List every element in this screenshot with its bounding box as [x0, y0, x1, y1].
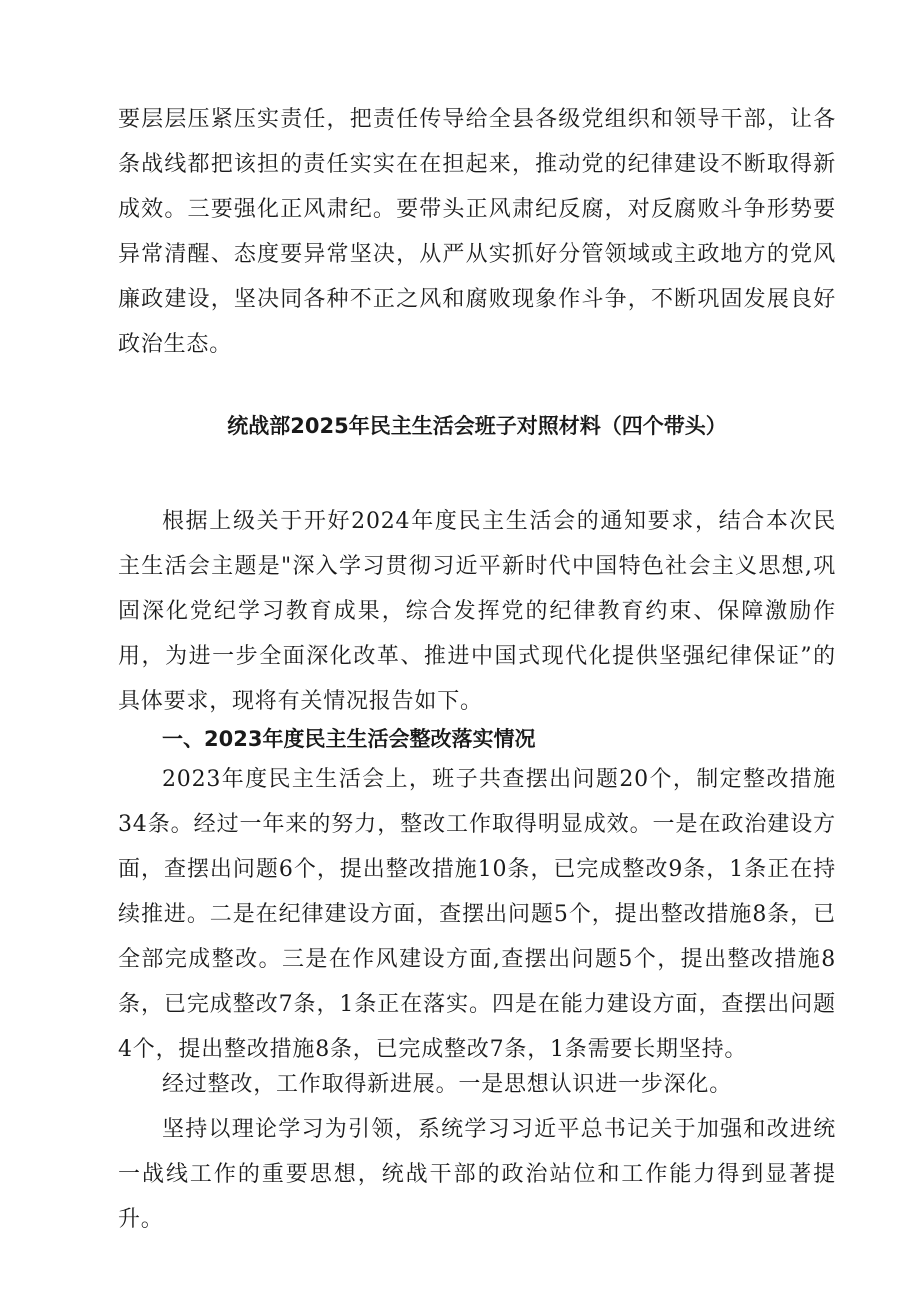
opening-paragraph: 根据上级关于开好2024年度民主生活会的通知要求，结合本次民主生活会主题是"深入学习贯彻习近平新时代中国特色社会主义思想,巩固深化党纪学习教育成果，综合发挥党的纪律教育约束、保障激励作用，为进一步全面深化改革、推进中国式现代化提供坚强纪律保证”的具体要求，现将有关情况报告如下。 [118, 509, 836, 714]
section-1-heading: 一、2023年度民主生活会整改落实情况 [162, 727, 536, 751]
progress-paragraph: 经过整改，工作取得新进展。一是思想认识进一步深化。 [162, 1072, 733, 1097]
section-1-paragraph: 2023年度民主生活会上，班子共查摆出问题20个，制定整改措施34条。经过一年来的努力，整改工作取得明显成效。一是在政治建设方面，查摆出问题6个，提出整改措施10条，已完成整改9条，1条正在持续推进。二是在纪律建设方面，查摆出问题5个，提出整改措施8条，已全部完成整改。三是在作风建设方面,查摆出问题5个，提出整改措施8条，已完成整改7条，1条正在落实。四是在能力建设方面，查摆出问题4个，提出整改措施8条，已完成整改7条，1条需要长期坚持。 [118, 767, 836, 1062]
theory-paragraph: 坚持以理论学习为引领，系统学习习近平总书记关于加强和改进统一战线工作的重要思想，统战干部的政治站位和工作能力得到显著提升。 [118, 1117, 836, 1232]
intro-paragraph: 要层层压紧压实责任，把责任传导给全县各级党组织和领导干部，让各条战线都把该担的责任实实在在担起来，推动党的纪律建设不断取得新成效。三要强化正风肃纪。要带头正风肃纪反腐，对反腐败斗争形势要异常清醒、态度要异常坚决，从严从实抓好分管领域或主政地方的党风廉政建设，坚决同各种不正之风和腐败现象作斗争，不断巩固发展良好政治生态。 [118, 107, 836, 357]
document-title: 统战部2025年民主生活会班子对照材料（四个带头） [227, 414, 727, 438]
